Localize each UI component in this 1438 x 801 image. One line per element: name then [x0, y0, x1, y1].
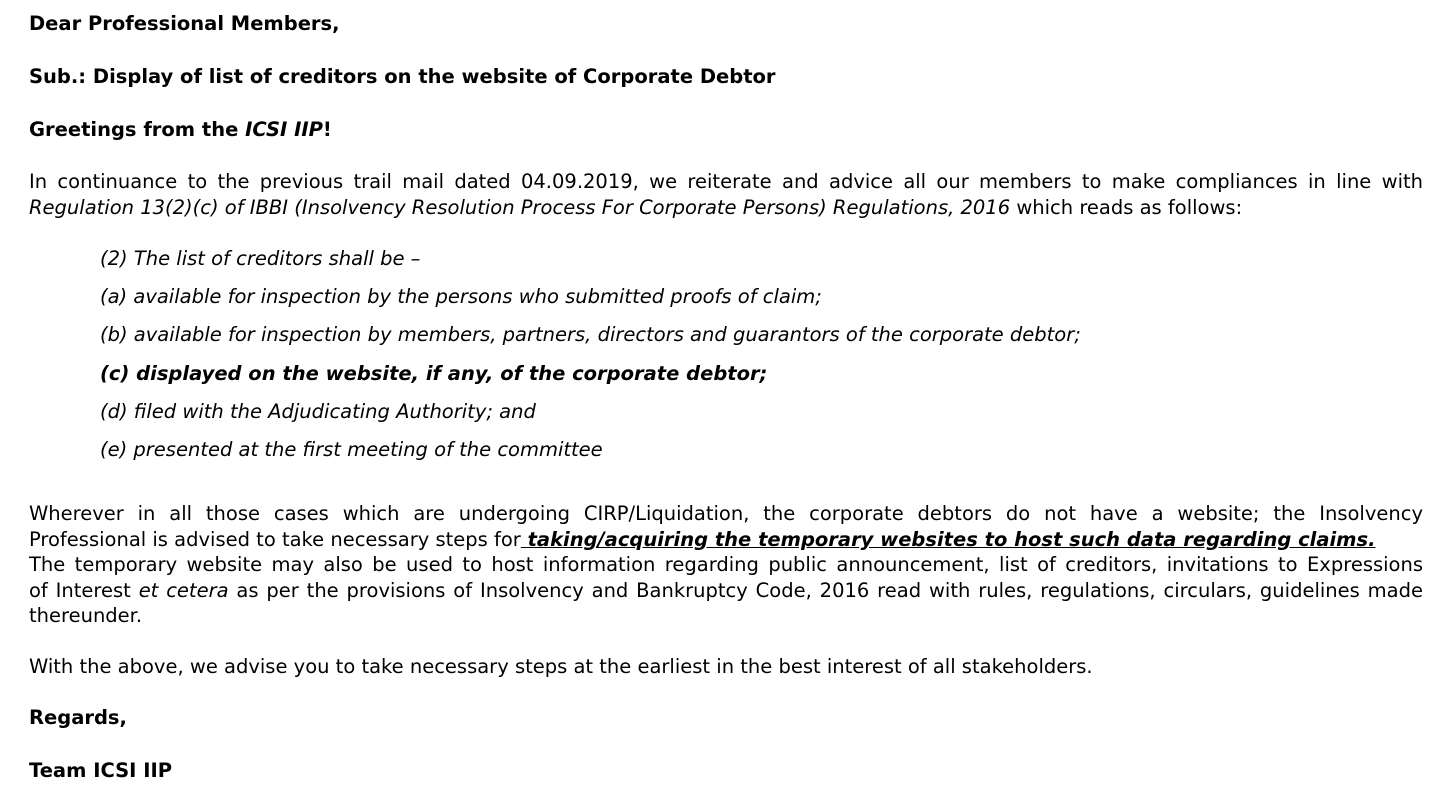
regulation-list-item: (b) available for inspection by members, partners, directors and guarantors of the corporate debtor; [100, 323, 1081, 346]
regulation-list-item: (2) The list of creditors shall be – [100, 247, 421, 270]
para1-line2 [29, 195, 1242, 221]
greeting-line [29, 117, 332, 143]
signature: Team ICSI IIP [29, 759, 173, 782]
para1-line2-rest: which reads as follows: [1010, 196, 1243, 219]
para2-line4-rest: as per the provisions of Insolvency and Bankruptcy Code, 2016 read with rules, regulations, circulars, guidelines made [228, 579, 1424, 602]
emphasized-instruction: taking/acquiring the temporary websites to host such data regarding claims. [520, 528, 1376, 551]
regulation-list-item: (e) presented at the first meeting of the committee [100, 438, 603, 461]
salutation: Dear Professional Members, [29, 12, 340, 35]
closing: Regards, [29, 706, 127, 729]
et-cetera: et cetera [138, 579, 229, 602]
regulation-list-item-emphasized: (c) displayed on the website, if any, of the corporate debtor; [100, 362, 768, 385]
para2-line2-start: Professional is advised to take necessary steps for [29, 528, 521, 551]
regulation-list-item: (d) filed with the Adjudicating Authority; and [100, 400, 536, 423]
para3: With the above, we advise you to take necessary steps at the earliest in the best interest of all stakeholders. [29, 655, 1093, 678]
regulation-reference: Regulation 13(2)(c) of IBBI (Insolvency Resolution Process For Corporate Persons) Regulations, 2016 [29, 196, 1011, 219]
para2-line4 [29, 578, 1423, 604]
regulation-list-item: (a) available for inspection by the persons who submitted proofs of claim; [100, 285, 822, 308]
subject-line: Sub.: Display of list of creditors on the website of Corporate Debtor [29, 65, 776, 88]
para2-line5: thereunder. [29, 604, 143, 627]
para2-line1: Wherever in all those cases which are undergoing CIRP/Liquidation, the corporate debtors do not have a website; the Insolvency [29, 502, 1423, 525]
para2-line2 [29, 527, 1423, 553]
para1-line1: In continuance to the previous trail mail dated 04.09.2019, we reiterate and advice all our members to make compliances in line with [29, 170, 1423, 193]
greeting-prefix: Greetings from the [29, 118, 246, 141]
para2-line3: The temporary website may also be used to host information regarding public announcement, list of creditors, invitations to Expressions [29, 553, 1423, 576]
greeting-org: ICSI IIP [245, 118, 323, 141]
greeting-suffix: ! [322, 118, 332, 141]
para2-line4-start: of Interest [29, 579, 139, 602]
